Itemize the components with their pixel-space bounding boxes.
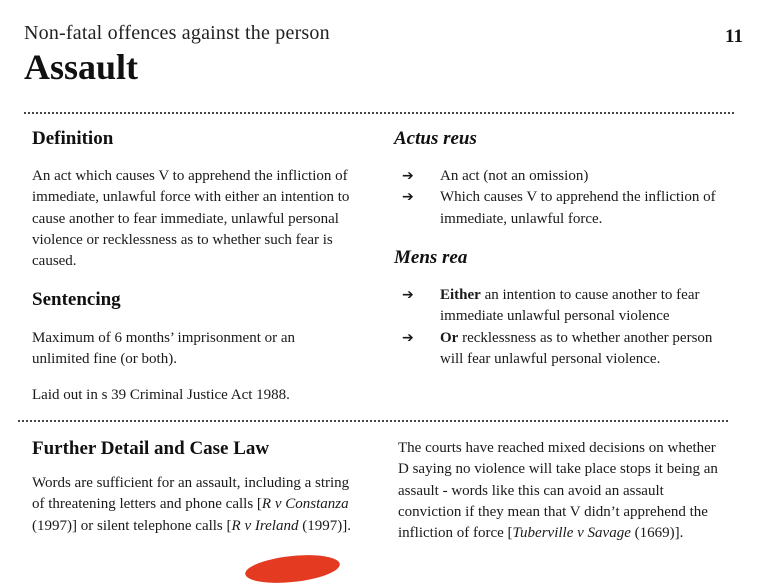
list-item	[394, 187, 724, 230]
list-item-text: recklessness as to whether another person will fear unlawful personal violence.	[440, 329, 713, 367]
list-item	[394, 285, 724, 328]
definition-heading: Definition	[32, 128, 114, 149]
sentencing-statute: Laid out in s 39 Criminal Justice Act 1988.	[32, 387, 290, 403]
red-highlight-mark	[244, 551, 341, 587]
page-number: 11	[725, 26, 743, 47]
list-item-text: Which causes V to apprehend the infliction of immediate, unlawful force.	[440, 189, 716, 227]
further-detail-right-text: The courts have reached mixed decisions on whether D saying no violence will take place stops it being an assault - words like this can avoid an assault conviction if they mean that V didn’t apprehend the infliction of force [Tuberville v Savage (1669)].	[398, 440, 718, 542]
sentencing-text: Maximum of 6 months’ imprisonment or an unlimited fine (or both).	[32, 330, 296, 368]
middle-divider	[18, 420, 728, 422]
further-detail-heading: Further Detail and Case Law	[32, 438, 270, 459]
actus-reus-list	[394, 166, 724, 230]
further-detail-left-text: Words are sufficient for an assault, including a string of threatening letters and phone calls [R v Constanza (1997)] or silent telephone calls [R v Ireland (1997)].	[32, 475, 351, 534]
list-item-text: an intention to cause another to fear immediate unlawful personal violence	[440, 287, 700, 325]
mens-rea-list	[394, 285, 724, 370]
case-name: Tuberville v Savage	[512, 525, 631, 542]
arrow-icon: ➔	[402, 189, 414, 206]
definition-text: An act which causes V to apprehend the infliction of immediate, unlawful force with either an intention to cause another to fear immediate, unlawful personal violence or recklessness as to whether such fear is caused.	[32, 168, 350, 270]
page-title: Assault	[24, 47, 139, 87]
case-name: R v Constanza	[261, 496, 349, 513]
actus-reus-heading: Actus reus	[394, 128, 477, 149]
chapter-subtitle: Non-fatal offences against the person	[24, 22, 330, 44]
either-label: Either	[440, 287, 481, 303]
mens-rea-heading: Mens rea	[394, 247, 468, 268]
arrow-icon: ➔	[402, 287, 414, 303]
case-name: R v Ireland	[231, 517, 299, 534]
list-item	[394, 166, 724, 187]
list-item-text: An act (not an omission)	[440, 168, 589, 184]
arrow-icon: ➔	[402, 329, 414, 346]
or-label: Or	[440, 329, 459, 346]
list-item	[394, 328, 724, 371]
top-divider	[24, 112, 734, 114]
arrow-icon: ➔	[402, 168, 414, 184]
sentencing-heading: Sentencing	[32, 289, 121, 310]
